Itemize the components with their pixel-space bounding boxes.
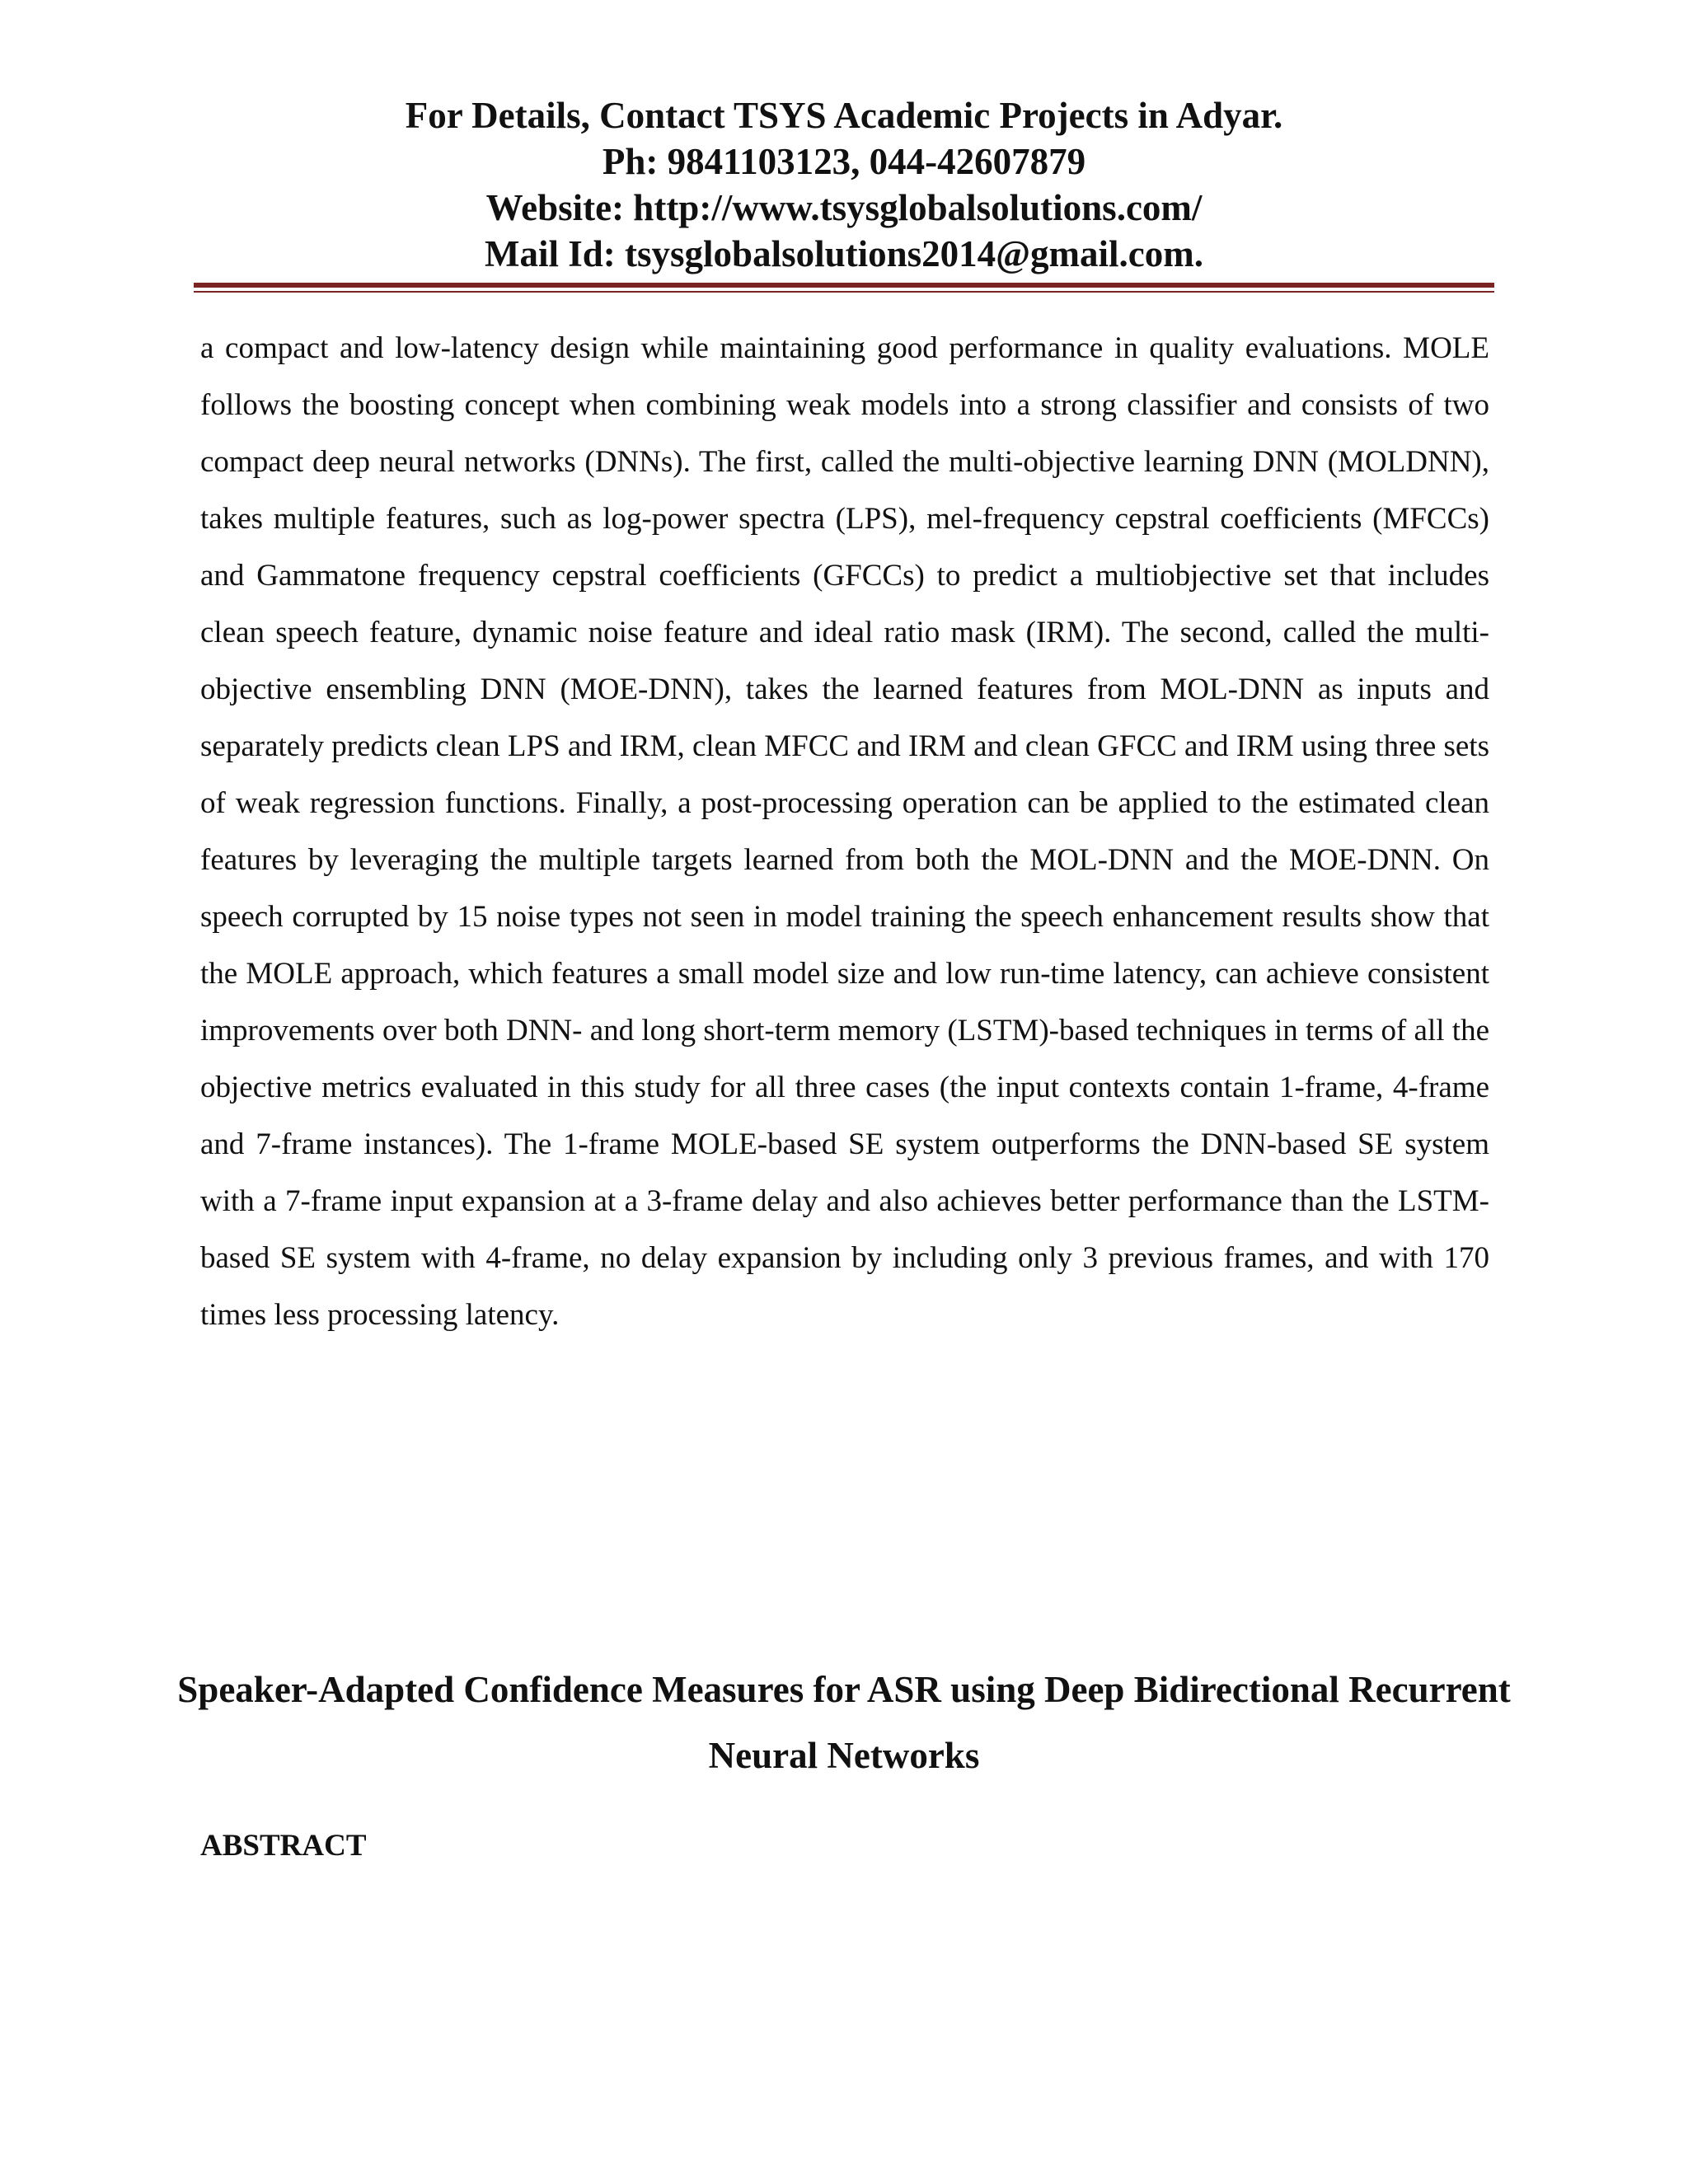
header-website-line: Website: http://www.tsysglobalsolutions.com/: [485, 187, 1203, 228]
header-phone-line: Ph: 9841103123, 044-42607879: [602, 141, 1086, 182]
header-email-line: Mail Id: tsysglobalsolutions2014@gmail.com.: [485, 233, 1203, 274]
section-title: Speaker-Adapted Confidence Measures for ASR using Deep Bidirectional Recurrent Neural Networks: [177, 1669, 1511, 1776]
header-divider-thick: [194, 283, 1494, 288]
body-paragraph: a compact and low-latency design while maintaining good performance in quality evaluations. MOLE follows the boosting concept when combining weak models into a strong classifier and consists of two compact deep neural networks (DNNs). The first, called the multi-objective learning DNN (MOLDNN), takes multiple features, such as log-power spectra (LPS), mel-frequency cepstral coefficients (MFCCs) and Gammatone frequency cepstral coefficients (GFCCs) to predict a multiobjective set that includes clean speech feature, dynamic noise feature and ideal ratio mask (IRM). The second, called the multi-objective ensembling DNN (MOE-DNN), takes the learned features from MOL-DNN as inputs and separately predicts clean LPS and IRM, clean MFCC and IRM and clean GFCC and IRM using three sets of weak regression functions. Finally, a post-processing operation can be applied to the estimated clean features by leveraging the multiple targets learned from both the MOL-DNN and the MOE-DNN. On speech corrupted by 15 noise types not seen in model training the speech enhancement results show that the MOLE approach, which features a small model size and low run-time latency, can achieve consistent improvements over both DNN- and long short-term memory (LSTM)-based techniques in terms of all the objective metrics evaluated in this study for all three cases (the input contexts contain 1-frame, 4-frame and 7-frame instances). The 1-frame MOLE-based SE system outperforms the DNN-based SE system with a 7-frame input expansion at a 3-frame delay and also achieves better performance than the LSTM-based SE system with 4-frame, no delay expansion by including only 3 previous frames, and with 170 times less processing latency.: [200, 331, 1489, 1332]
abstract-heading: ABSTRACT: [200, 1829, 367, 1863]
contact-header: [0, 92, 1688, 277]
header-divider-thin: [194, 291, 1494, 293]
header-contact-line: For Details, Contact TSYS Academic Projects in Adyar.: [405, 95, 1283, 136]
